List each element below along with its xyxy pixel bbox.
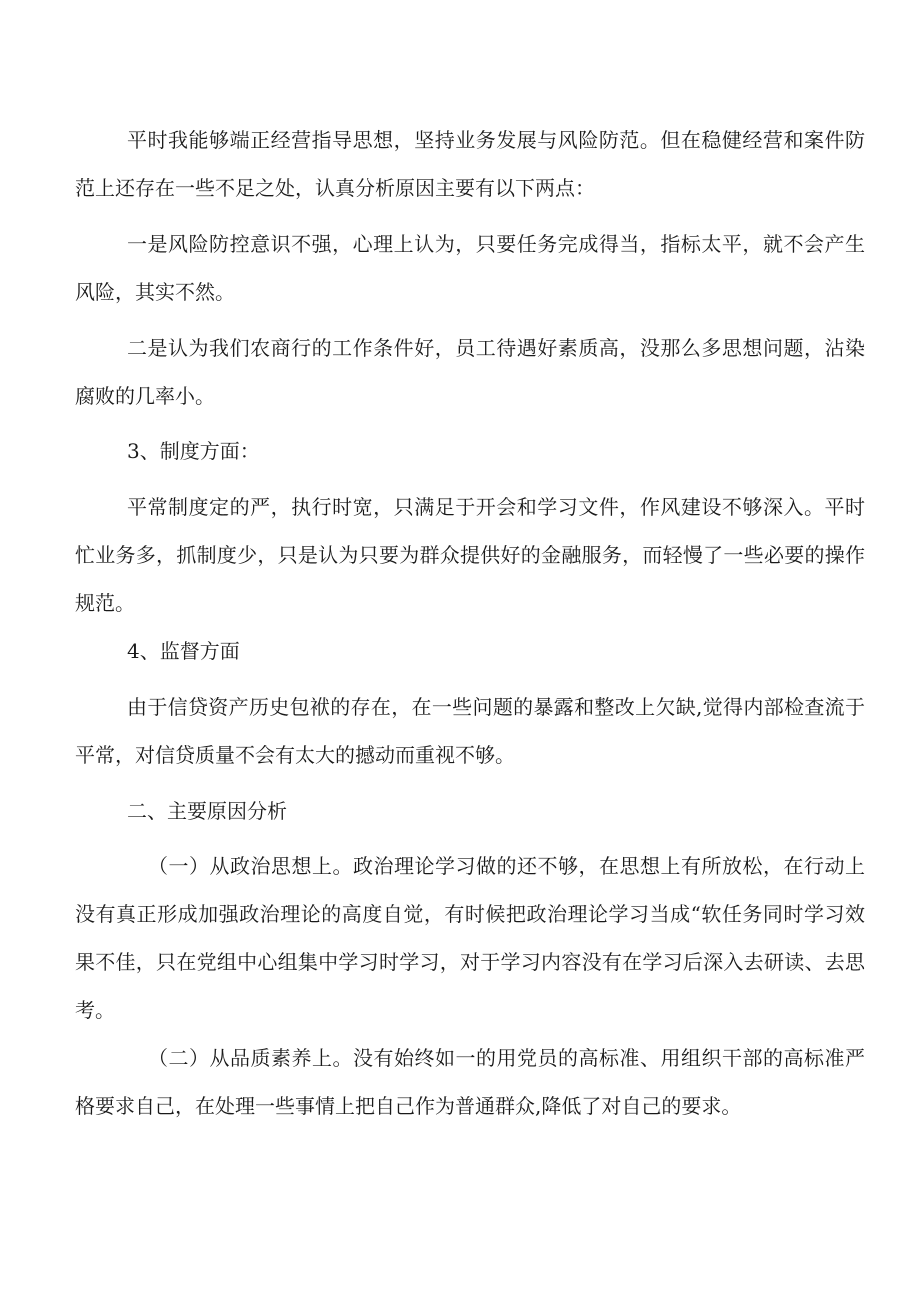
heading-supervision: 4、监督方面	[127, 639, 240, 663]
paragraph-point-one: 一是风险防控意识不强，心理上认为，只要任务完成得当，指标太平，就不会产生风险，其实不然。	[75, 232, 865, 304]
heading-institution: 3、制度方面：	[127, 439, 260, 463]
paragraph-supervision: 由于信贷资产历史包袱的存在，在一些问题的暴露和整改上欠缺,觉得内部检查流于平常，对信贷质量不会有太大的撼动而重视不够。	[75, 695, 865, 767]
paragraph-institution: 平常制度定的严，执行时宽，只满足于开会和学习文件，作风建设不够深入。平时忙业务多，抓制度少，只是认为只要为群众提供好的金融服务，而轻慢了一些必要的操作规范。	[75, 495, 865, 615]
paragraph-risk-intro: 平时我能够端正经营指导思想，坚持业务发展与风险防范。但在稳健经营和案件防范上还存在一些不足之处，认真分析原因主要有以下两点：	[75, 128, 865, 200]
paragraph-point-two: 二是认为我们农商行的工作条件好，员工待遇好素质高，没那么多思想问题，沾染腐败的几率小。	[75, 336, 865, 408]
heading-main-causes: 二、主要原因分析	[127, 799, 287, 823]
paragraph-political-thought: （一）从政治思想上。政治理论学习做的还不够，在思想上有所放松，在行动上没有真正形成加强政治理论的高度自觉，有时候把政治理论学习当成“软任务同时学习效果不佳，只在党组中心组集中学习时学习，对于学习内容没有在学习后深入去研读、去思考。	[75, 854, 865, 1022]
paragraph-quality-cultivation: （二）从品质素养上。没有始终如一的用党员的高标准、用组织干部的高标准严格要求自己，在处理一些事情上把自己作为普通群众,降低了对自己的要求。	[75, 1046, 865, 1118]
